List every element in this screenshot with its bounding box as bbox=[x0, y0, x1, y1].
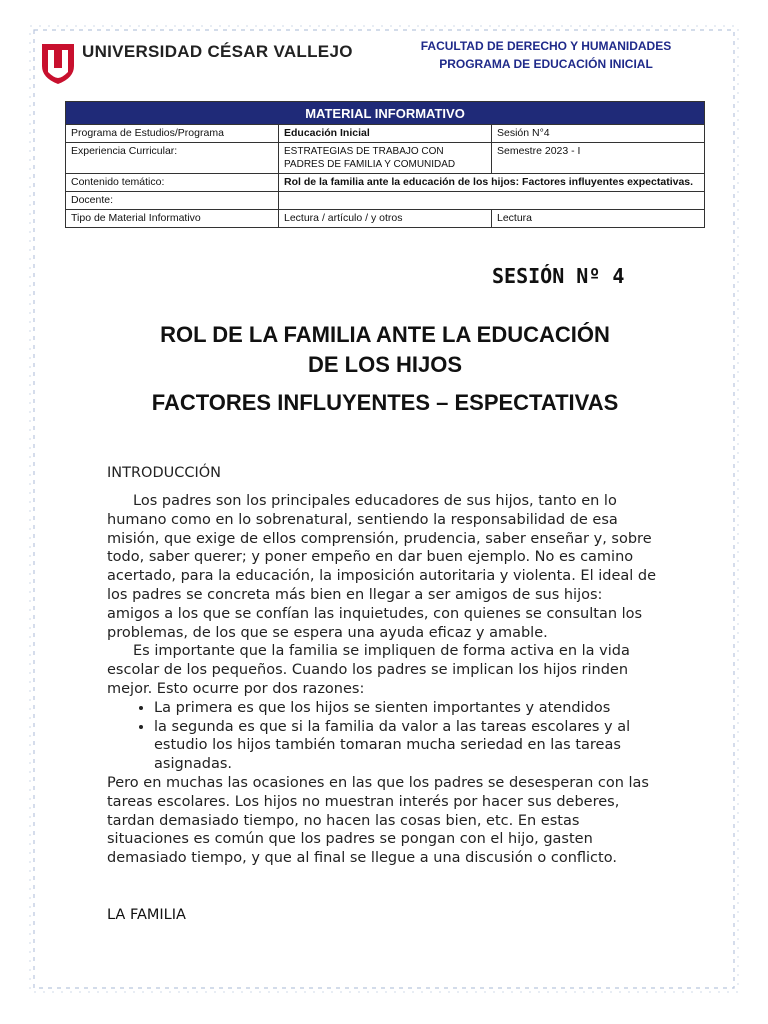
body-text bbox=[107, 492, 659, 868]
page-title bbox=[60, 320, 710, 380]
table-cell: Lectura / artículo / y otros bbox=[279, 210, 492, 228]
section-heading: LA FAMILIA bbox=[107, 907, 186, 923]
list-item: • la segunda es que si la familia da valor a las tareas escolares y al estudio los hijos también tomaran mucha seriedad en las tareas asignadas. bbox=[154, 718, 659, 774]
ucv-shield-icon bbox=[40, 40, 76, 86]
table-cell: ESTRATEGIAS DE TRABAJO CON PADRES DE FAMILIA Y COMUNIDAD bbox=[279, 143, 492, 174]
bullet-list bbox=[107, 699, 659, 774]
table-row bbox=[66, 174, 705, 192]
session-label: SESIÓN Nº 4 bbox=[492, 264, 625, 288]
paragraph: Pero en muchas las ocasiones en las que los padres se desesperan con las tareas escolares. Los hijos no muestran interés por hacer sus deberes, tardan demasiado tiempo, no hacen las cosas bien, etc. En estas situaciones es común que los padres se pongan con el hijo, gasten demasiado tiempo, y que al final se llegue a una discusión o conflicto. bbox=[107, 774, 649, 867]
table-row bbox=[66, 210, 705, 228]
faculty-header bbox=[416, 37, 676, 73]
university-name: UNIVERSIDAD CÉSAR VALLEJO bbox=[82, 42, 353, 61]
title-line-1: ROL DE LA FAMILIA ANTE LA EDUCACIÓN bbox=[160, 322, 610, 347]
paragraph: Es importante que la familia se impliquen de forma activa en la vida escolar de los pequeños. Cuando los padres se implican los hijos rinden mejor. Esto ocurre por dos razones: bbox=[107, 643, 630, 697]
faculty-name: FACULTAD DE DERECHO Y HUMANIDADES bbox=[420, 39, 672, 53]
university-logo bbox=[40, 40, 353, 86]
intro-heading: INTRODUCCIÓN bbox=[107, 465, 222, 481]
table-cell bbox=[279, 192, 705, 210]
title-line-2: DE LOS HIJOS bbox=[307, 352, 463, 377]
table-cell: Semestre 2023 - I bbox=[492, 143, 705, 174]
table-row bbox=[66, 192, 705, 210]
program-name: PROGRAMA DE EDUCACIÓN INICIAL bbox=[439, 57, 653, 71]
table-row bbox=[66, 125, 705, 143]
table-cell: Educación Inicial bbox=[279, 125, 492, 143]
table-cell: Docente: bbox=[66, 192, 279, 210]
table-cell: Rol de la familia ante la educación de los hijos: Factores influyentes expectativas. bbox=[279, 174, 705, 192]
table-cell: Sesión N°4 bbox=[492, 125, 705, 143]
table-cell: Tipo de Material Informativo bbox=[66, 210, 279, 228]
list-item: • La primera es que los hijos se sienten importantes y atendidos bbox=[154, 699, 659, 718]
table-cell: Contenido temático: bbox=[66, 174, 279, 192]
table-cell: Lectura bbox=[492, 210, 705, 228]
page-subtitle: FACTORES INFLUYENTES – ESPECTATIVAS bbox=[151, 390, 619, 415]
table-cell: Programa de Estudios/Programa bbox=[66, 125, 279, 143]
table-row bbox=[66, 143, 705, 174]
table-title: MATERIAL INFORMATIVO bbox=[66, 102, 705, 125]
info-table bbox=[65, 101, 705, 228]
table-cell: Experiencia Curricular: bbox=[66, 143, 279, 174]
paragraph: Los padres son los principales educadores de sus hijos, tanto en lo humano como en lo sobrenatural, sentiendo la responsabilidad de esa misión, que exige de ellos comprensión, prudencia, saber enseñar y, sobre todo, saber querer; y poner empeño en dar buen ejemplo. No es camino acertado, para la educación, la imposición autoritaria y violenta. El ideal de los padres se concreta más bien en llegar a ser amigos de sus hijos: amigos a los que se confían las inquietudes, con quienes se consultan los problemas, de los que se espera una ayuda eficaz y amable. bbox=[107, 493, 657, 641]
